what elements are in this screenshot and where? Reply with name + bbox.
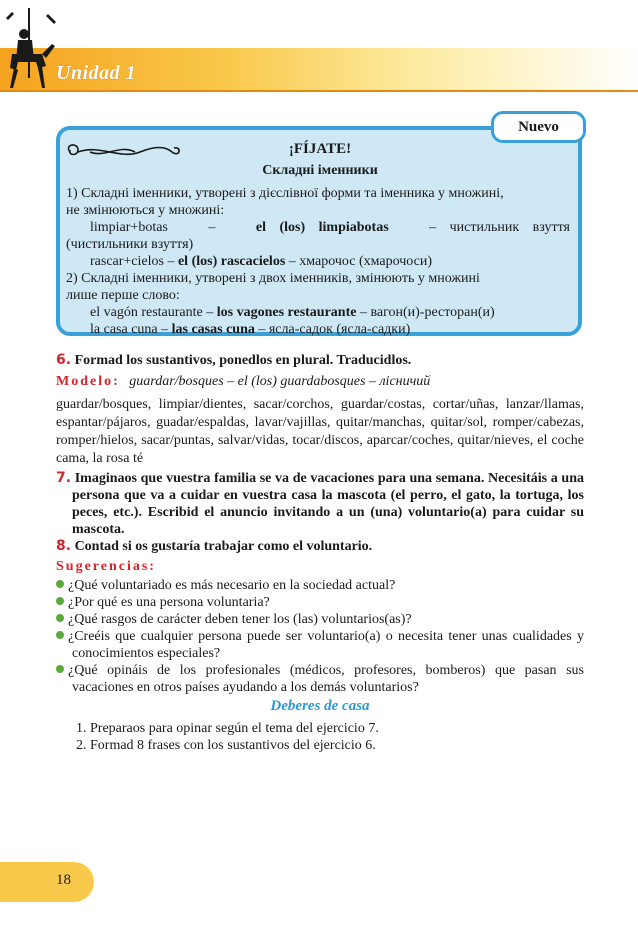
header-divider xyxy=(0,90,638,92)
example-4-translation: – ясла-садок (ясла-садки) xyxy=(254,322,411,337)
suggestion-item xyxy=(56,662,584,696)
exercise-6-word-list: guardar/bosques, limpiar/dientes, sacar/corchos, guardar/costas, cortar/uñas, lanzar/llamas, espantar/pájaros, guadar/espaldas, lavar/vajillas, quitar/manchas, quitar/sol, romper/cabezas, romper/hielos, sacar/puntas, salvar/vidas, tocar/discos, aparcar/coches, quitar/nieves, el coche cama, la rosa té xyxy=(56,397,584,466)
example-4-result: las casas cuna xyxy=(171,322,255,337)
exercise-7-instruction: Imaginaos que vuestra familia se va de vacaciones para una semana. Necesitáis a una persona que va a cuidar en vuestra casa la mascota (el perro, el gato, la tortuga, los peces, etc.). Escribid el anuncio invitando a un (una) voluntario(a) para cuidar su mascota. xyxy=(72,471,584,537)
box-subtitle: Складні іменники xyxy=(262,163,378,178)
exercise-7-text xyxy=(56,470,584,538)
exercise-7 xyxy=(56,470,584,538)
page-number-tab xyxy=(0,862,94,902)
bullet-icon xyxy=(56,631,64,639)
exercise-8-instruction: Contad si os gustaría trabajar como el voluntario. xyxy=(74,539,373,554)
bullet-icon xyxy=(56,614,64,622)
new-badge: Nuevo xyxy=(491,111,586,143)
bullet-icon xyxy=(56,580,64,588)
suggestion-text: ¿Qué opináis de los profesionales (médicos, profesores, bomberos) que pasan sus vacaciones en otros países ayudando a los demás voluntarios? xyxy=(68,663,584,695)
exercise-8 xyxy=(56,538,584,696)
page-number: 18 xyxy=(56,872,71,888)
suggestions-list xyxy=(56,577,584,696)
exercise-6-instruction: Formad los sustantivos, ponedlos en plural. Traducidlos. xyxy=(74,353,412,368)
suggestion-text: ¿Qué rasgos de carácter deben tener los (las) voluntarios(as)? xyxy=(68,612,412,627)
example-1-translation: – чистильник взуття xyxy=(429,220,570,235)
model-text: guardar/bosques – el (los) guardabosques – лісничий xyxy=(129,374,431,389)
example-1-result: el (los) limpiabotas xyxy=(255,220,389,235)
example-rascacielos xyxy=(66,253,570,270)
bullet-icon xyxy=(56,665,64,673)
homework-item: 2. Formad 8 frases con los sustantivos del ejercicio 6. xyxy=(76,738,376,753)
homework-item: 1. Preparaos para opinar según el tema del ejercicio 7. xyxy=(76,721,379,736)
example-3-base: el vagón restaurante – xyxy=(90,305,217,320)
box-rule-2 xyxy=(66,270,570,338)
suggestion-text: ¿Qué voluntariado es más necesario en la sociedad actual? xyxy=(68,578,396,593)
rule-2-line-2: лише перше слово: xyxy=(66,288,180,303)
suggestion-item xyxy=(56,594,584,611)
rule-1-line-1: 1) Складні іменники, утворені з дієслівної форми та іменника у множині, xyxy=(66,186,504,201)
homework-list xyxy=(76,720,576,754)
don-quixote-illustration xyxy=(2,4,62,94)
example-2-translation: – хмарочос (хмарочоси) xyxy=(285,254,433,269)
suggestion-item xyxy=(56,611,584,628)
unit-title: Unidad 1 xyxy=(56,62,137,84)
homework-title: Deberes de casa xyxy=(270,698,370,714)
example-limpiabotas xyxy=(66,219,570,236)
rule-2-line-1: 2) Складні іменники, утворені з двох іменників, змінюють у множині xyxy=(66,271,480,286)
example-2-result: el (los) rascacielos xyxy=(177,254,286,269)
exercise-8-number: 8. xyxy=(56,538,72,554)
box-rule-1 xyxy=(66,185,570,270)
example-casa-cuna xyxy=(66,321,570,338)
example-1-dash: – xyxy=(208,220,216,235)
example-4-base: la casa cuna – xyxy=(90,322,172,337)
box-title: ¡FÍJATE! xyxy=(288,141,352,157)
model-label: Modelo: xyxy=(56,374,120,389)
bullet-icon xyxy=(56,597,64,605)
example-1-base: limpiar+botas xyxy=(90,220,168,235)
exercise-7-number: 7. xyxy=(56,470,72,486)
rule-1-line-2: не змінюються у множині: xyxy=(66,203,225,218)
suggestion-text: ¿Por qué es una persona voluntaria? xyxy=(68,595,270,610)
exercise-6 xyxy=(56,352,584,468)
exercise-6-heading xyxy=(56,352,584,369)
example-2-base: rascar+cielos – xyxy=(90,254,178,269)
example-3-result: los vagones restaurante xyxy=(216,305,357,320)
example-3-translation: – вагон(и)-ресторан(и) xyxy=(356,305,495,320)
example-vagon-restaurante xyxy=(66,304,570,321)
exercise-6-number: 6. xyxy=(56,352,72,368)
exercise-8-heading xyxy=(56,538,584,555)
suggestions-label: Sugerencias: xyxy=(56,559,156,574)
suggestion-item xyxy=(56,577,584,594)
suggestion-item xyxy=(56,628,584,662)
example-1-translation-plural: (чистильники взуття) xyxy=(66,237,194,252)
ornament-swirl-icon xyxy=(60,140,185,164)
suggestion-text: ¿Creéis que cualquier persona puede ser voluntario(a) o necesita tener unas cualidades y conocimientos especiales? xyxy=(68,629,584,661)
exercise-6-model xyxy=(56,373,584,390)
